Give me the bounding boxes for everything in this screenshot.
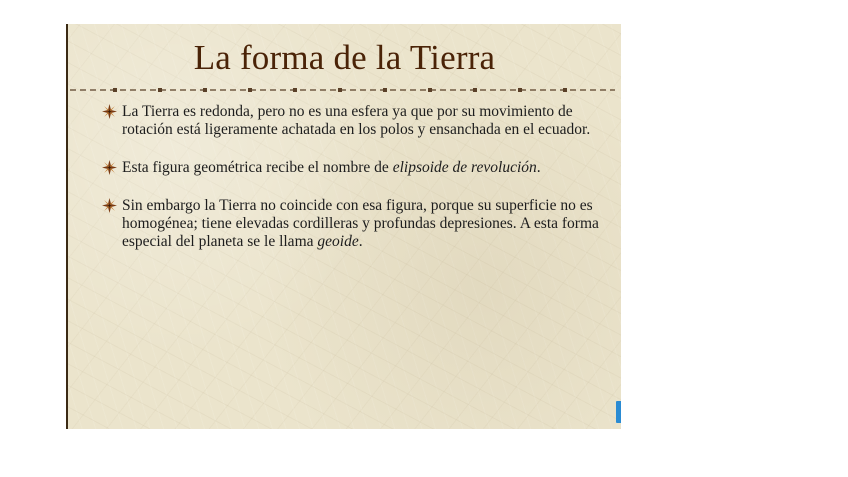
star-bullet-icon bbox=[102, 198, 117, 213]
slide-nav-tab[interactable] bbox=[616, 401, 621, 423]
bullet-list bbox=[102, 103, 602, 251]
bullet-text-part: Esta figura geométrica recibe el nombre de bbox=[122, 159, 393, 176]
bullet-text-part: . bbox=[358, 233, 363, 250]
slide-title: La forma de la Tierra bbox=[193, 38, 496, 77]
title-divider bbox=[70, 85, 615, 95]
star-bullet-icon bbox=[102, 160, 117, 175]
star-bullet-icon bbox=[102, 104, 117, 119]
bullet-text bbox=[122, 197, 602, 251]
bullet-text-part: . bbox=[536, 159, 541, 176]
bullet-item bbox=[102, 197, 602, 251]
bullet-item bbox=[102, 103, 602, 139]
bullet-text: La Tierra es redonda, pero no es una esfera ya que por su movimiento de rotación está ligeramente achatada en los polos y ensanchada en el ecuador. bbox=[122, 103, 591, 138]
bullet-text-part: Sin embargo la Tierra no coincide con esa figura, porque su superficie no es homogénea; tiene elevadas cordilleras y profundas depresiones. A esta forma especial del planeta se le llama bbox=[122, 197, 599, 250]
emphasized-term: elipsoide de revolución bbox=[392, 159, 537, 176]
bullet-text bbox=[122, 159, 602, 177]
slide bbox=[66, 24, 621, 429]
bullet-item bbox=[102, 159, 602, 177]
emphasized-term: geoide bbox=[317, 233, 359, 250]
